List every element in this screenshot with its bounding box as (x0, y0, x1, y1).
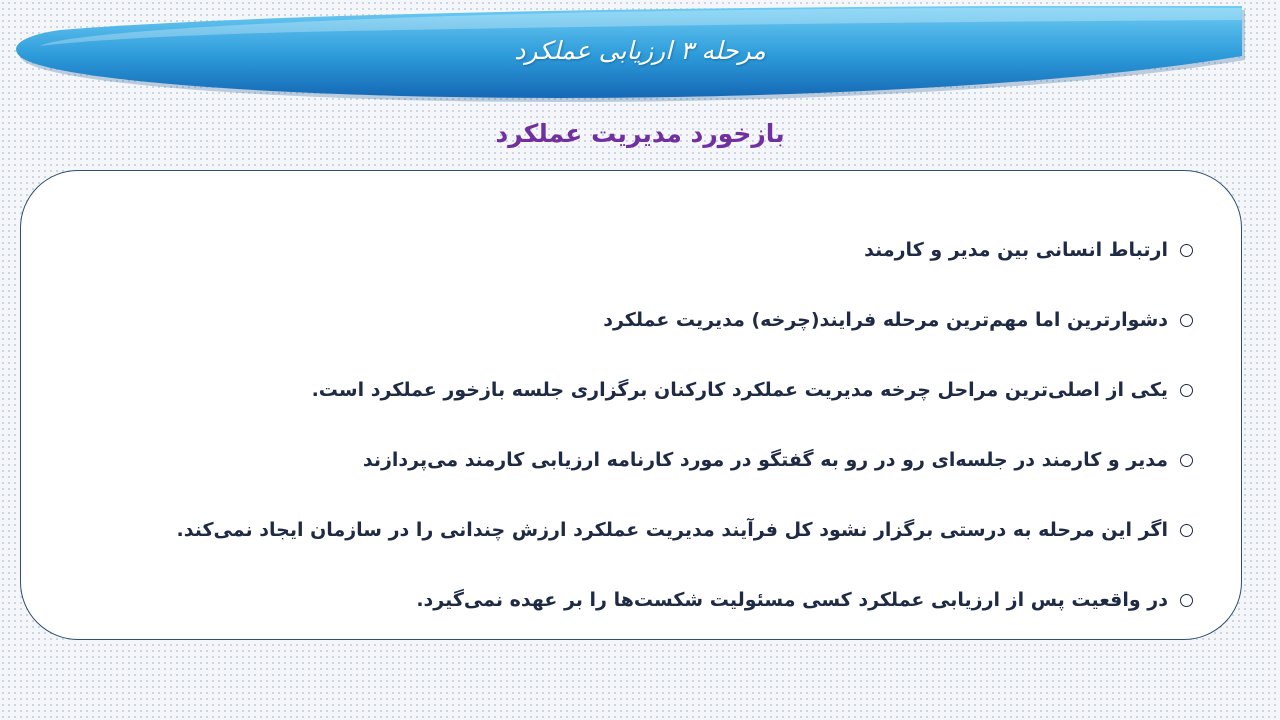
bullet-item (63, 285, 1193, 355)
bullet-list (63, 215, 1193, 635)
circle-bullet-icon (1180, 384, 1193, 397)
bullet-item (63, 565, 1193, 635)
bullet-item (63, 355, 1193, 425)
content-box (20, 170, 1242, 640)
bullet-item (63, 425, 1193, 495)
circle-bullet-icon (1180, 244, 1193, 257)
bullet-text: ارتباط انسانی بین مدیر و کارمند (864, 239, 1168, 261)
bullet-text: یکی از اصلی‌ترین مراحل چرخه مدیریت عملکرد کارکنان برگزاری جلسه بازخور عملکرد است. (311, 379, 1168, 401)
banner-title: مرحله ۳ ارزیابی عملکرد (514, 35, 766, 65)
bullet-text: در واقعیت پس از ارزیابی عملکرد کسی مسئولیت شکست‌ها را بر عهده نمی‌گیرد. (416, 589, 1168, 611)
bullet-text: دشوارترین اما مهم‌ترین مرحله فرایند(چرخه) مدیریت عملکرد (603, 309, 1168, 331)
circle-bullet-icon (1180, 454, 1193, 467)
bullet-item (63, 495, 1193, 565)
bullet-item (63, 215, 1193, 285)
bullet-text: مدیر و کارمند در جلسه‌ای رو در رو به گفتگو در مورد کارنامه ارزیابی کارمند می‌پردازند (362, 449, 1168, 471)
circle-bullet-icon (1180, 524, 1193, 537)
bullet-text: اگر این مرحله به درستی برگزار نشود کل فرآیند مدیریت عملکرد ارزش چندانی را در سازمان ایجاد نمی‌کند. (176, 519, 1168, 541)
slide-title: بازخورد مدیریت عملکرد (495, 118, 785, 148)
circle-bullet-icon (1180, 594, 1193, 607)
circle-bullet-icon (1180, 314, 1193, 327)
